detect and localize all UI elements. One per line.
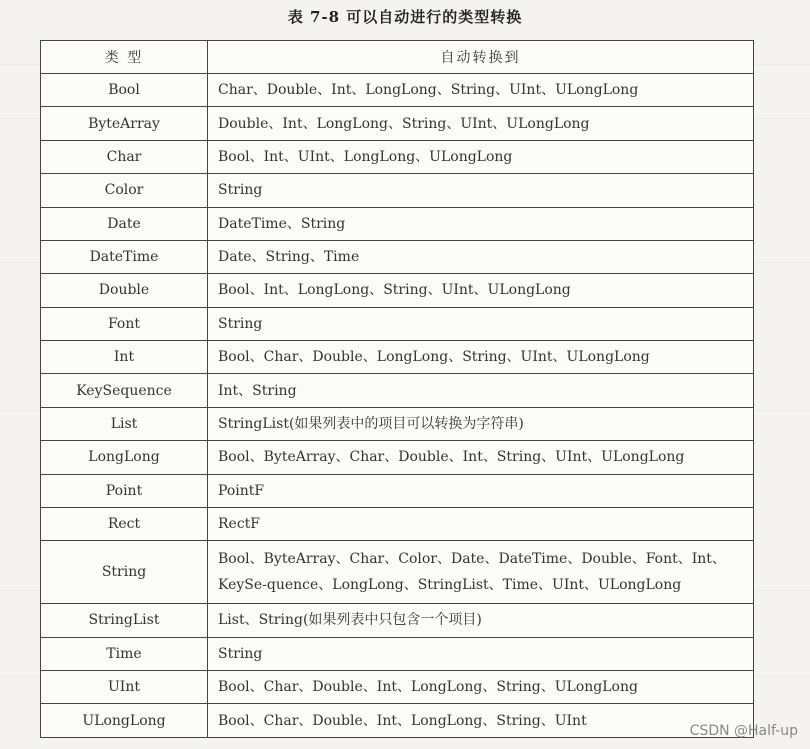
convert-cell: Bool、Char、Double、Int、LongLong、String、UInt xyxy=(208,704,754,738)
convert-cell: RectF xyxy=(208,507,754,540)
convert-cell: Bool、ByteArray、Char、Double、Int、String、UInt、ULongLong xyxy=(208,441,754,474)
type-cell: String xyxy=(41,541,208,604)
table-row xyxy=(41,274,754,307)
table-row xyxy=(41,207,754,240)
table-row xyxy=(41,107,754,140)
type-cell: List xyxy=(41,407,208,440)
table-row xyxy=(41,174,754,207)
header-convert: 自动转换到 xyxy=(208,41,754,74)
table-row xyxy=(41,671,754,704)
convert-cell: Date、String、Time xyxy=(208,240,754,273)
table-row xyxy=(41,407,754,440)
type-cell: DateTime xyxy=(41,240,208,273)
header-type: 类 型 xyxy=(41,41,208,74)
table-row xyxy=(41,374,754,407)
table-row xyxy=(41,704,754,738)
type-cell: Char xyxy=(41,140,208,173)
convert-cell: List、String(如果列表中只包含一个项目) xyxy=(208,604,754,637)
table-row xyxy=(41,474,754,507)
convert-cell: String xyxy=(208,307,754,340)
type-cell: Bool xyxy=(41,74,208,107)
table-row xyxy=(41,541,754,604)
table-row xyxy=(41,307,754,340)
convert-cell: DateTime、String xyxy=(208,207,754,240)
type-conversion-table xyxy=(40,40,754,738)
convert-cell: Double、Int、LongLong、String、UInt、ULongLong xyxy=(208,107,754,140)
type-cell: StringList xyxy=(41,604,208,637)
convert-cell: Bool、Char、Double、Int、LongLong、String、ULongLong xyxy=(208,671,754,704)
table-row xyxy=(41,140,754,173)
type-cell: ULongLong xyxy=(41,704,208,738)
table-row xyxy=(41,341,754,374)
type-cell: KeySequence xyxy=(41,374,208,407)
type-cell: UInt xyxy=(41,671,208,704)
convert-cell: Bool、Int、LongLong、String、UInt、ULongLong xyxy=(208,274,754,307)
type-cell: Int xyxy=(41,341,208,374)
type-cell: ByteArray xyxy=(41,107,208,140)
convert-cell: Bool、Char、Double、LongLong、String、UInt、ULongLong xyxy=(208,341,754,374)
type-cell: Time xyxy=(41,637,208,670)
convert-cell: StringList(如果列表中的项目可以转换为字符串) xyxy=(208,407,754,440)
table-row xyxy=(41,604,754,637)
table-header-row xyxy=(41,41,754,74)
type-cell: Point xyxy=(41,474,208,507)
convert-cell: Char、Double、Int、LongLong、String、UInt、ULongLong xyxy=(208,74,754,107)
type-cell: Font xyxy=(41,307,208,340)
type-cell: Date xyxy=(41,207,208,240)
type-cell: LongLong xyxy=(41,441,208,474)
convert-cell: Int、String xyxy=(208,374,754,407)
table-row xyxy=(41,637,754,670)
convert-cell: String xyxy=(208,637,754,670)
table-caption: 表 7-8 可以自动进行的类型转换 xyxy=(287,8,523,26)
table-row xyxy=(41,507,754,540)
table-row xyxy=(41,74,754,107)
table-row xyxy=(41,240,754,273)
convert-cell: Bool、ByteArray、Char、Color、Date、DateTime、Double、Font、Int、KeySe-quence、LongLong、StringList、Time、UInt、ULongLong xyxy=(208,541,754,604)
convert-cell: PointF xyxy=(208,474,754,507)
type-cell: Color xyxy=(41,174,208,207)
table-row xyxy=(41,441,754,474)
convert-cell: String xyxy=(208,174,754,207)
type-cell: Double xyxy=(41,274,208,307)
type-cell: Rect xyxy=(41,507,208,540)
watermark: CSDN @Half-up xyxy=(689,723,798,739)
convert-cell: Bool、Int、UInt、LongLong、ULongLong xyxy=(208,140,754,173)
